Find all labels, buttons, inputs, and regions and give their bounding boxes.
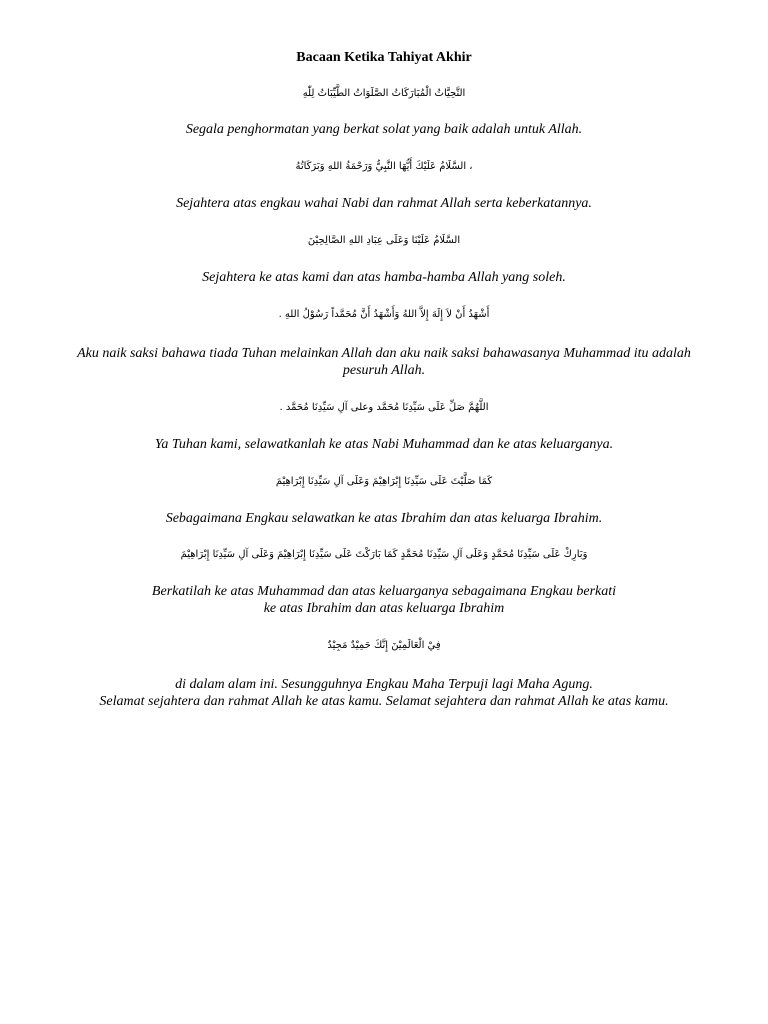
- arabic-verse-7: وَبَارِكْ عَلَى سَيِّدِنَا مُحَمَّدٍ وَعَلَى آلِ سَيِّدِنَا مُحَمَّدٍ كَمَا بَارَكْتَ عَلَى سَيِّدِنَا إِبْرَاهِيْمَ وَعَلَى آلِ سَيِّدِنَا إِبْرَاهِيْمَ: [180, 549, 588, 560]
- translation-2: [40, 195, 728, 212]
- translation-1: [40, 121, 728, 138]
- translation-7: [40, 583, 728, 617]
- translation-line: di dalam alam ini. Sesungguhnya Engkau Maha Terpuji lagi Maha Agung.: [175, 677, 593, 692]
- arabic-verse-2: ، السَّلَامُ عَلَيْكَ أَيُّهَا النَّبِيُّ وَرَحْمَةُ اللهِ وَبَرَكَاتُهُ: [295, 161, 473, 172]
- translation-line: Sejahtera atas engkau wahai Nabi dan rahmat Allah serta keberkatannya.: [176, 196, 592, 211]
- arabic-verse-8: فِيْ الْعَالَمِيْنَ إِنَّكَ حَمِيْدٌ مَجِيْدٌ: [327, 640, 441, 651]
- arabic-verse-6: كَمَا صَلَّيْتَ عَلَى سَيِّدِنَا إِبْرَاهِيْمَ وَعَلَى آلِ سَيِّدِنَا إِبْرَاهِيْمَ: [275, 476, 493, 487]
- translation-line: Sebagaimana Engkau selawatkan ke atas Ibrahim dan atas keluarga Ibrahim.: [165, 511, 603, 526]
- translation-line: Aku naik saksi bahawa tiada Tuhan melainkan Allah dan aku naik saksi bahawasanya Muhammad itu adalah: [77, 346, 691, 361]
- translation-5: [40, 436, 728, 453]
- arabic-verse-5: اللَّهُمَّ صَلِّ عَلَى سَيِّدِنَا مُحَمَّد وعلى آلِ سَيِّدِنَا مُحَمَّد .: [279, 402, 489, 413]
- translation-line: Sejahtera ke atas kami dan atas hamba-hamba Allah yang soleh.: [202, 270, 566, 285]
- arabic-verse-3: السَّلَامُ عَلَيْنَا وَعَلَى عِبَادِ اللهِ الصَّالِحِيْنَ: [307, 235, 461, 246]
- translation-line: Ya Tuhan kami, selawatkanlah ke atas Nabi Muhammad dan ke atas keluarganya.: [154, 437, 614, 452]
- translation-line: pesuruh Allah.: [342, 363, 426, 378]
- document-title: Bacaan Ketika Tahiyat Akhir: [296, 50, 472, 65]
- translation-6: [40, 510, 728, 527]
- arabic-verse-1: التَّحِيَّاتُ الْمُبَارَكَاتُ الصَّلَوَاتُ الطَّيِّبَاتُ لِلّٰهِ: [302, 88, 466, 99]
- translation-line: Berkatilah ke atas Muhammad dan atas keluarganya sebagaimana Engkau berkati: [151, 584, 617, 599]
- translation-line: Selamat sejahtera dan rahmat Allah ke atas kamu. Selamat sejahtera dan rahmat Allah ke atas kamu.: [99, 694, 669, 709]
- translation-3: [40, 269, 728, 286]
- translation-line: ke atas Ibrahim dan atas keluarga Ibrahim: [263, 601, 505, 616]
- translation-8: [40, 676, 728, 710]
- arabic-verse-4: أَشْهَدُ أَنْ لاَ إِلَهَ إِلاَّ اللهُ وَأَشْهَدُ أَنَّ مُحَمَّداً رَسُوْلُ اللهِ .: [278, 309, 490, 320]
- translation-4: [40, 345, 728, 379]
- translation-line: Segala penghormatan yang berkat solat yang baik adalah untuk Allah.: [185, 122, 583, 137]
